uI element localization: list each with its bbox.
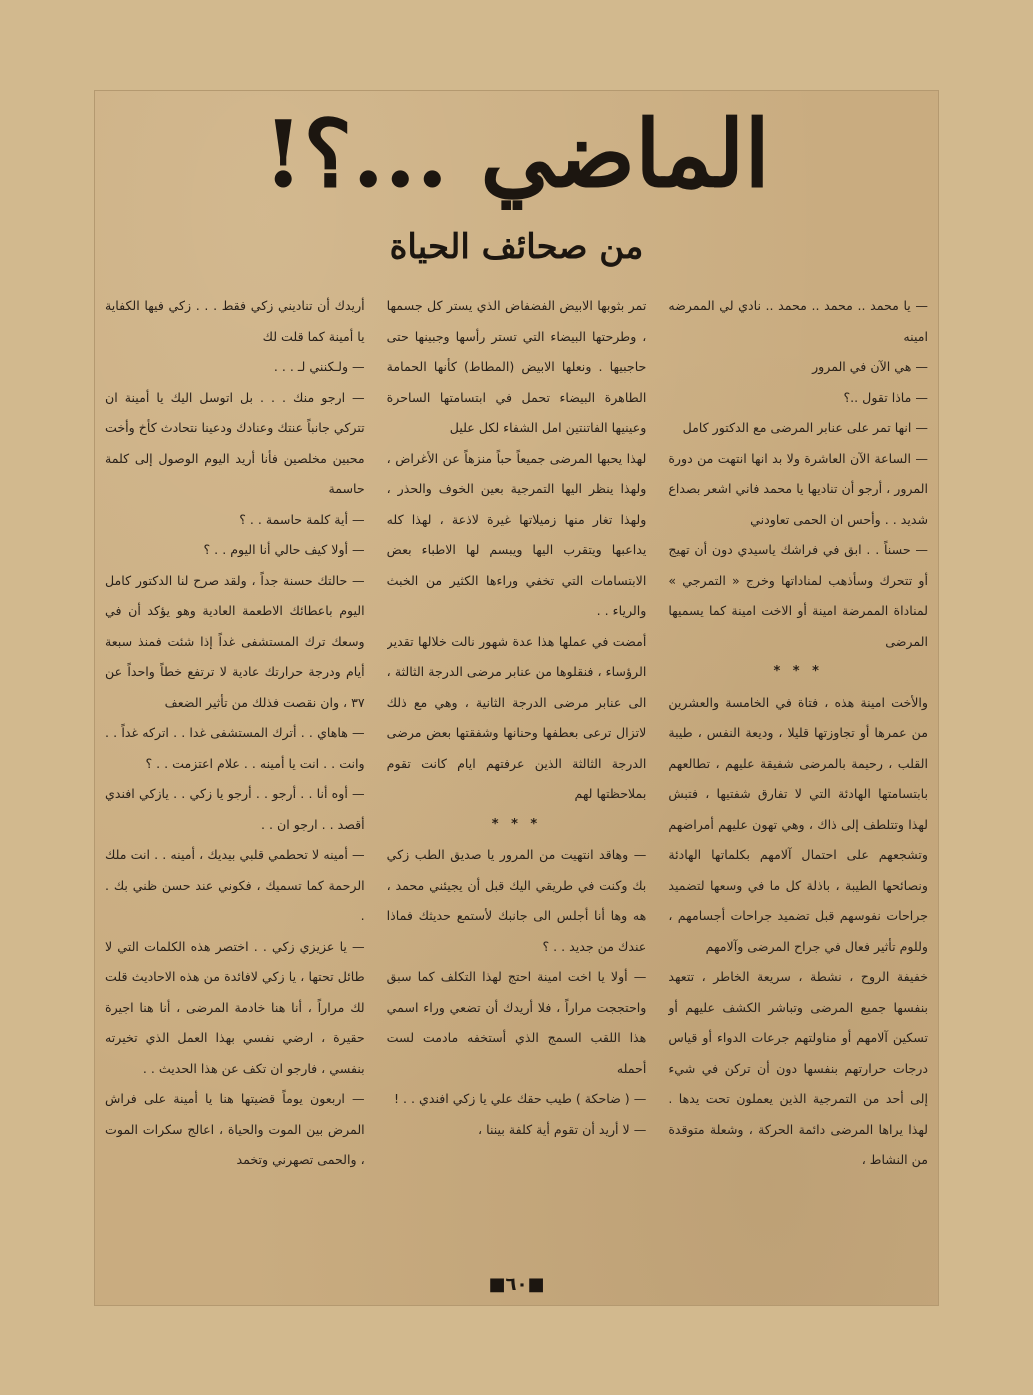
paragraph: — انها تمر على عنابر المرضى مع الدكتور كامل	[682, 420, 928, 435]
article-columns	[105, 291, 928, 1263]
paragraph: تمر بثوبها الابيض الفضفاض الذي يستر كل جسمها ، وطرحتها البيضاء التي تستر رأسها وجبينها حتى حاجبيها . ونعلها الابيض (المطاط) كأنها الحمامة الطاهرة البيضاء تحمل في ابتسامتها الساحرة وعينيها الفاتنتين امل الشفاء لكل عليل	[386, 298, 647, 435]
paragraph: — اربعون يوماً قضيتها هنا يا أمينة على فراش المرض بين الموت والحياة ، اعالج سكرات الموت ، والحمى تصهرني وتخمد	[104, 1091, 365, 1167]
paragraph: — يا محمد .. محمد .. محمد .. نادي لي الممرضه امينه	[668, 298, 928, 344]
section-separator: * * *	[491, 816, 542, 832]
paragraph: — أولا كيف حالي أنا اليوم . . ؟	[203, 542, 365, 557]
paragraph: — لا أريد أن تقوم أية كلفة بيننا ،	[478, 1121, 647, 1137]
paragraph: — هاهاي . . أترك المستشفى غدا . . اتركه غداً . . وانت . . انت يا أمينه . . علام اعتزمت . . ؟	[104, 725, 365, 771]
column-middle	[387, 291, 647, 1263]
article-subtitle: من صحائف الحياة	[389, 227, 644, 267]
paragraph: — أولا يا اخت امينة احتج لهذا التكلف كما سبق واحتججت مراراً ، فلا أريدك أن تضعي وراء اسمي هذا اللقب السمج الذي أستخفه مادمت لست أحمله	[386, 969, 647, 1076]
paragraph: — ارجو منك . . . بل اتوسل اليك يا أمينة ان تتركي جانباً عنتك وعنادك ودعينا نتحادث كأخ وأخت محبين مخلصين فأنا أريد اليوم الوصول إلى كلمة حاسمة	[104, 389, 365, 496]
paragraph: — يا عزيزي زكي . . اختصر هذه الكلمات التي لا طائل تحتها ، يا زكي لافائدة من هذه الاحاديث قلت لك مراراً ، أنا هنا خادمة المرضى ، أنا هنا اجيرة حقيرة ، ارضي نفسي بهذا العمل الذي تخيرته بنفسي ، فارجو ان تكف عن هذا الحديث . .	[104, 938, 365, 1076]
column-right	[668, 291, 928, 1263]
paragraph: — الساعة الآن العاشرة ولا بد انها انتهت من دورة المرور ، أرجو أن تناديها يا محمد فاني اشعر بصداع شديد . . وأحس ان الحمى تعاودني	[668, 450, 928, 527]
paragraph: لهذا يحبها المرضى جميعاً حباً منزهاً عن الأغراض ، ولهذا ينظر اليها التمرجية بعين الخوف والحذر ، ولهذا تغار منها زميلاتها غيرة لاذعة ، لهذا كله يداعبها ويتقرب اليها ويبسم لها الاطباء بعض الابتسامات التي تخفي وراءها الكثير من الخبث والرياء . .	[386, 450, 647, 618]
paragraph: — أوه أنا . . أرجو . . أرجو يا زكي . . يازكي افندي أقصد . . ارجو ان . .	[104, 786, 365, 832]
paragraph: أريدك أن تناديني زكي فقط . . . زكي فيها الكفاية يا أمينة كما قلت لك	[104, 298, 365, 344]
column-left	[105, 291, 365, 1263]
paragraph: — حسناً . . ابق في فراشك ياسيدي دون أن تهيج أو تتحرك وسأذهب لمناداتها وخرج « التمرجي » لمناداة الممرضة امينة أو الاخت امينة كما يسميها المرضى	[668, 542, 928, 649]
paragraph: أمضت في عملها هذا عدة شهور نالت خلالها تقدير الرؤساء ، فنقلوها من عنابر مرضى الدرجة الثالثة ، الى عنابر مرضى الدرجة الثانية ، وهي مع ذلك لاتزال ترعى بعطفها وحنانها وشفقتها بعض مرضى الدرجة الثالثة الذين عرفتهم ايام كانت تقوم بملاحظتها لهم	[386, 633, 647, 801]
magazine-page	[94, 90, 939, 1306]
paragraph: — أمينه لا تحطمي قلبي بيديك ، أمينه . . انت ملك الرحمة كما تسميك ، فكوني عند حسن ظني بك . .	[104, 847, 365, 923]
paragraph: — وهاقد انتهيت من المرور يا صديق الطب زكي بك وكنت في طريقي اليك قبل أن يجيئني محمد ، هه وها أنا أجلس الى جانبك لأستمع حديثك فماذا عندك من جديد . . ؟	[386, 847, 647, 954]
paragraph: — ماذا تقول ..؟	[843, 389, 928, 405]
paragraph: خفيفة الروح ، نشطة ، سريعة الخاطر ، تتعهد بنفسها جميع المرضى وتباشر الكشف عليهم أو تسكين آلامهم أو مناولتهم جرعات الدواء أو قياس درجات حرارتهم بنفسها دون أن تركن في شيء إلى أحد من التمرجية الذين يعملون تحت يدها . لهذا يراها المرضى دائمة الحركة ، وشعلة متوقدة من النشاط ،	[668, 969, 928, 1167]
paragraph: — حالتك حسنة جداً ، ولقد صرح لنا الدكتور كامل اليوم باعطائك الاطعمة العادية وهو يؤكد أن في وسعك ترك المستشفى غداً إذا شئت فمنذ سبعة أيام ودرجة حرارتك عادية لا ترتفع خطاً واحداً عن ٣٧ ، وان نقصت فذلك من تأثير الضعف	[104, 572, 365, 710]
paragraph: والأخت امينة هذه ، فتاة في الخامسة والعشرين من عمرها أو تجاوزتها قليلا ، وديعة النفس ، طيبة القلب ، رحيمة بالمرضى شفيقة عليهم ، تطالعهم بابتسامتها الهادئة التي لا تفارق شفتيها ، فتبش لهذا وتتلطف إلى ذاك ، وهي تهون عليهم أمراضهم وتشجعهم على احتمال آلامهم بكلماتها الهادئة ونصائحها الطيبة ، باذلة كل ما في وسعها لتضميد جراحات نفوسهم قبل تضميد جراحات أجسامهم ، وللوم تأثير فعال في جراح المرضى وآلامهم	[668, 694, 928, 954]
paragraph: — ( ضاحكة ) طيب حقك علي يا زكي افندي . . !	[393, 1091, 647, 1106]
paragraph: — هي الآن في المرور	[812, 359, 928, 374]
page-number: ■٦٠■	[488, 1274, 545, 1295]
paragraph: — ولـكنني لـ . . .	[273, 359, 365, 374]
paragraph: — أية كلمة حاسمة . . ؟	[239, 511, 365, 527]
section-separator: * * *	[773, 664, 823, 679]
article-title: الماضي ...؟!	[263, 100, 770, 208]
